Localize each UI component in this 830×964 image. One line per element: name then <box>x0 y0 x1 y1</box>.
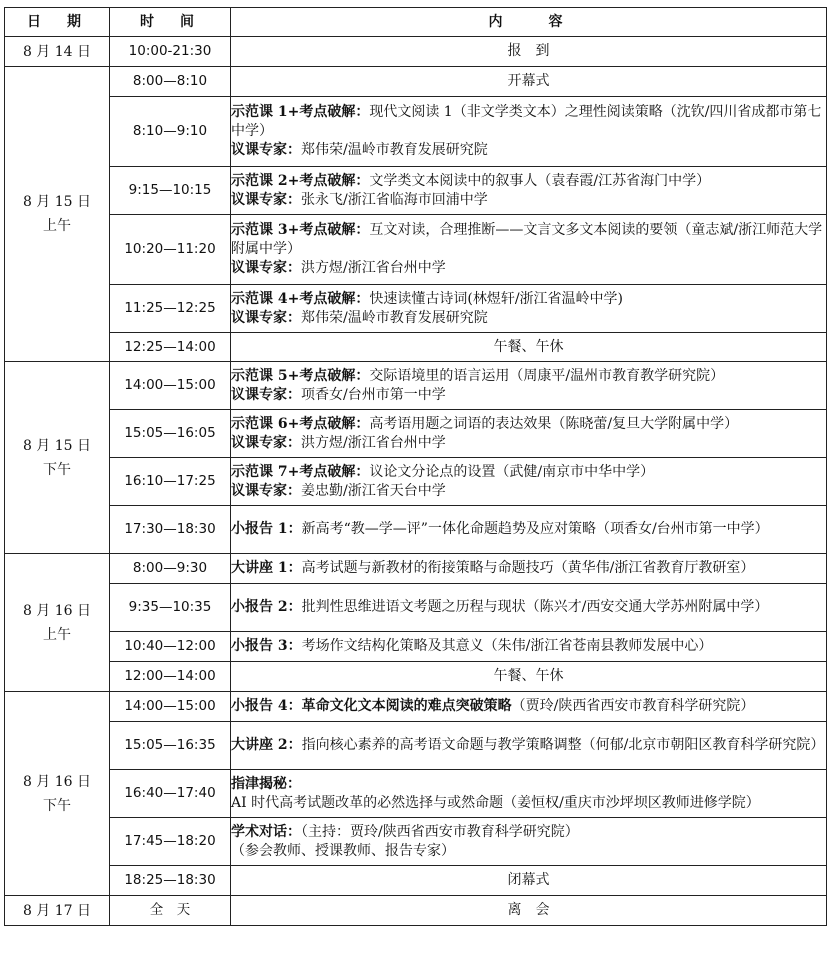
header-time: 时 间 <box>110 8 231 37</box>
content-cell <box>231 506 827 554</box>
table-row <box>5 770 827 818</box>
content-cell <box>231 692 827 722</box>
time-cell: 8:00—9:30 <box>110 554 231 584</box>
time-cell: 16:10—17:25 <box>110 458 231 506</box>
session-title: 高考语用题之词语的表达效果（陈晓蕾/复旦大学附属中学） <box>369 415 739 432</box>
session-title: 快速读懂古诗词(林煜轩/浙江省温岭中学) <box>369 290 623 307</box>
table-row <box>5 692 827 722</box>
date-text: 8 月 16 日 <box>22 773 92 790</box>
time-cell: 9:35—10:35 <box>110 584 231 632</box>
table-row <box>5 167 827 215</box>
expert-keyword: 议课专家： <box>231 482 301 499</box>
content-cell: 闭幕式 <box>231 866 827 896</box>
content-cell <box>231 770 827 818</box>
table-row <box>5 37 827 67</box>
time-cell: 8:00—8:10 <box>110 67 231 97</box>
session-keyword: 示范课 6+考点破解： <box>231 415 370 432</box>
expert-keyword: 议课专家： <box>231 386 301 403</box>
table-row <box>5 97 827 167</box>
expert-name: 郑伟荣/温岭市教育发展研究院 <box>301 141 488 158</box>
time-cell: 12:25—14:00 <box>110 333 231 362</box>
table-row <box>5 285 827 333</box>
content-cell <box>231 410 827 458</box>
content-cell <box>231 818 827 866</box>
time-cell: 15:05—16:05 <box>110 410 231 458</box>
session-title: （贾玲/陕西省西安市教育科学研究院） <box>511 698 755 715</box>
expert-keyword: 议课专家： <box>231 259 301 276</box>
session-keyword: 小报告 1： <box>231 521 302 538</box>
date-text: 8 月 15 日 <box>22 437 92 454</box>
date-cell: 8 月 17 日 <box>5 896 110 926</box>
time-cell: 8:10—9:10 <box>110 97 231 167</box>
date-text: 8 月 16 日 <box>22 602 92 619</box>
table-row <box>5 506 827 554</box>
date-cell <box>5 67 110 362</box>
session-keyword: 示范课 5+考点破解： <box>231 367 370 384</box>
session-keyword: 指津揭秘： <box>231 775 301 792</box>
time-cell: 14:00—15:00 <box>110 362 231 410</box>
content-cell: 午餐、午休 <box>231 662 827 692</box>
expert-keyword: 议课专家： <box>231 191 301 208</box>
expert-name: 项香女/台州市第一中学 <box>301 386 446 403</box>
session-keyword: 大讲座 1： <box>231 560 302 577</box>
table-row <box>5 632 827 662</box>
expert-name: 郑伟荣/温岭市教育发展研究院 <box>301 309 488 326</box>
session-title: 互文对读，合理推断——文言文多文本阅读的要领（童志斌/浙江师范大学附属中学） <box>231 222 823 258</box>
content-cell: 开幕式 <box>231 67 827 97</box>
header-date: 日 期 <box>5 8 110 37</box>
expert-keyword: 议课专家： <box>231 434 301 451</box>
session-keyword: 大讲座 2： <box>231 737 302 754</box>
time-cell: 16:40—17:40 <box>110 770 231 818</box>
session-keyword: 示范课 3+考点破解： <box>231 222 370 239</box>
date-text: 8 月 15 日 <box>22 194 92 210</box>
content-cell <box>231 458 827 506</box>
table-row <box>5 584 827 632</box>
period-text: 上午 <box>43 218 71 234</box>
table-row <box>5 410 827 458</box>
expert-name: 洪方煜/浙江省台州中学 <box>301 259 446 276</box>
session-keyword: 示范课 2+考点破解： <box>231 172 370 189</box>
session-title: 高考试题与新教材的衔接策略与命题技巧（黄华伟/浙江省教育厅教研室） <box>301 560 755 577</box>
expert-name: 张永飞/浙江省临海市回浦中学 <box>301 191 488 208</box>
period-text: 上午 <box>43 626 71 643</box>
period-text: 下午 <box>43 797 71 814</box>
content-cell <box>231 215 827 285</box>
time-cell: 10:20—11:20 <box>110 215 231 285</box>
time-cell: 9:15—10:15 <box>110 167 231 215</box>
content-cell: 离 会 <box>231 896 827 926</box>
content-cell <box>231 285 827 333</box>
time-cell: 18:25—18:30 <box>110 866 231 896</box>
session-keyword: 小报告 2： <box>231 599 302 616</box>
session-title: 议论文分论点的设置（武健/南京市中华中学） <box>369 463 655 480</box>
time-cell: 11:25—12:25 <box>110 285 231 333</box>
session-title: 考场作文结构化策略及其意义（朱伟/浙江省苍南县教师发展中心） <box>301 638 713 655</box>
content-cell <box>231 167 827 215</box>
table-row <box>5 554 827 584</box>
table-row <box>5 458 827 506</box>
session-title: （主持：贾玲/陕西省西安市教育科学研究院） <box>301 823 579 840</box>
session-keyword: 示范课 4+考点破解： <box>231 290 370 307</box>
time-cell: 17:45—18:20 <box>110 818 231 866</box>
dialogue-participants: （参会教师、授课教师、报告专家） <box>231 842 455 859</box>
table-row <box>5 362 827 410</box>
content-cell <box>231 722 827 770</box>
expert-keyword: 议课专家： <box>231 309 301 326</box>
period-text: 下午 <box>43 461 71 478</box>
time-cell: 12:00—14:00 <box>110 662 231 692</box>
session-title: 文学类文本阅读中的叙事人（袁春霞/江苏省海门中学） <box>369 172 711 189</box>
table-row <box>5 333 827 362</box>
table-row <box>5 818 827 866</box>
session-title: 批判性思维进语文考题之历程与现状（陈兴才/西安交通大学苏州附属中学） <box>301 599 769 616</box>
content-cell <box>231 584 827 632</box>
content-cell <box>231 97 827 167</box>
time-cell: 14:00—15:00 <box>110 692 231 722</box>
content-cell <box>231 554 827 584</box>
table-row <box>5 67 827 97</box>
content-cell: 午餐、午休 <box>231 333 827 362</box>
date-cell <box>5 362 110 554</box>
content-cell: 报 到 <box>231 37 827 67</box>
session-title: AI 时代高考试题改革的必然选择与或然命题（姜恒权/重庆市沙坪坝区教师进修学院） <box>231 794 760 811</box>
time-cell: 全 天 <box>110 896 231 926</box>
time-cell: 10:40—12:00 <box>110 632 231 662</box>
session-keyword: 学术对话： <box>231 823 301 840</box>
session-keyword: 小报告 4：革命文化文本阅读的难点突破策略 <box>231 698 512 715</box>
session-keyword: 示范课 1+考点破解： <box>231 104 370 121</box>
header-content: 内 容 <box>231 8 827 37</box>
session-title: 指向核心素养的高考语文命题与教学策略调整（何郁/北京市朝阳区教育科学研究院） <box>301 737 825 754</box>
session-title: 现代文阅读 1（非文学类文本）之理性阅读策略（沈钦/四川省成都市第七中学） <box>231 104 822 140</box>
time-cell: 17:30—18:30 <box>110 506 231 554</box>
session-keyword: 小报告 3： <box>231 638 302 655</box>
table-row <box>5 722 827 770</box>
date-cell: 8 月 14 日 <box>5 37 110 67</box>
session-keyword: 示范课 7+考点破解： <box>231 463 370 480</box>
session-title: 交际语境里的语言运用（周康平/温州市教育教学研究院） <box>369 367 725 384</box>
content-cell <box>231 632 827 662</box>
table-row <box>5 662 827 692</box>
expert-name: 姜忠勤/浙江省天台中学 <box>301 482 446 499</box>
expert-keyword: 议课专家： <box>231 141 301 158</box>
header-row <box>5 8 827 37</box>
date-cell <box>5 554 110 692</box>
session-title: 新高考“教—学—评”一体化命题趋势及应对策略（项香女/台州市第一中学） <box>301 521 769 538</box>
time-cell: 10:00-21:30 <box>110 37 231 67</box>
table-row <box>5 866 827 896</box>
expert-name: 洪方煜/浙江省台州中学 <box>301 434 446 451</box>
date-cell <box>5 692 110 896</box>
schedule-table <box>4 7 827 926</box>
table-row <box>5 215 827 285</box>
table-row <box>5 896 827 926</box>
content-cell <box>231 362 827 410</box>
time-cell: 15:05—16:35 <box>110 722 231 770</box>
